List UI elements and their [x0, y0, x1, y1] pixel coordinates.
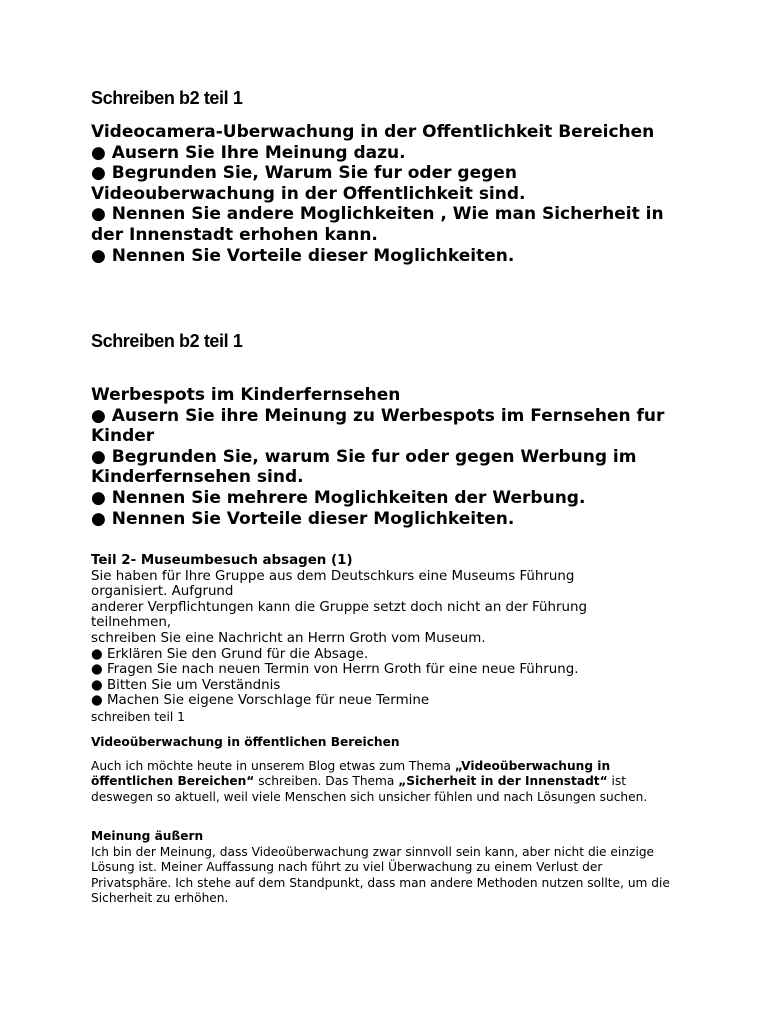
section2-heading: Schreiben b2 teil 1: [91, 331, 243, 351]
section2-bullet: ● Nennen Sie mehrere Moglichkeiten der Werbung.: [91, 487, 586, 508]
section4-body: Ich bin der Meinung, dass Videoüberwachung zwar sinnvoll sein kann, aber nicht die einzige Lösung ist. Meiner Auffassung nach führt zu viel Überwachung zu einem Verlust der Privatsphäre. Ich stehe auf dem Standpunkt, dass man andere Methoden nutzen sollte, um die Sicherheit zu erhöhen.: [91, 845, 670, 906]
section2-task: [91, 385, 691, 529]
section1-bullet: ● Nennen Sie Vorteile dieser Moglichkeiten.: [91, 245, 515, 266]
section1-bullet: ● Ausern Sie Ihre Meinung dazu.: [91, 142, 406, 163]
section2-title: Werbespots im Kinderfernsehen: [91, 385, 401, 405]
section3-line: schreiben Sie eine Nachricht an Herrn Groth vom Museum.: [91, 630, 486, 646]
section4-label: schreiben teil 1: [91, 710, 185, 724]
intro-text: schreiben. Das Thema: [254, 774, 399, 789]
section1-bullet: ● Begrunden Sie, Warum Sie fur oder gegen Videouberwachung in der Offentlichkeit sind.: [91, 163, 526, 204]
section4-subheading: Meinung äußern: [91, 829, 204, 843]
section1-task: [91, 122, 691, 266]
section2-bullet: ● Ausern Sie ihre Meinung zu Werbespots im Fernsehen fur Kinder: [91, 405, 665, 447]
section3-heading: Teil 2- Museumbesuch absagen (1): [91, 553, 353, 568]
section3-line: Sie haben für Ihre Gruppe aus dem Deutschkurs eine Museums Führung organisiert. Aufgrund: [91, 568, 575, 600]
section3-bullet: ● Fragen Sie nach neuen Termin von Herrn Groth für eine neue Führung.: [91, 662, 579, 678]
section1-title: Videocamera-Uberwachung in der Offentlichkeit Bereichen: [91, 122, 655, 142]
section3-bullet: ● Machen Sie eigene Vorschlage für neue Termine: [91, 693, 430, 709]
section1-bullet: ● Nennen Sie andere Moglichkeiten , Wie man Sicherheit in der Innenstadt erhohen kann.: [91, 204, 664, 245]
section4-title: Videoüberwachung in öffentlichen Bereichen: [91, 735, 400, 749]
section3-bullet: ● Bitten Sie um Verständnis: [91, 677, 281, 693]
section2-bullet: ● Begrunden Sie, warum Sie fur oder gegen Werbung im Kinderfernsehen sind.: [91, 446, 637, 488]
section3-task: [91, 553, 651, 709]
intro-text: Auch ich möchte heute in unserem Blog etwas zum Thema: [91, 759, 455, 773]
section3-line: anderer Verpflichtungen kann die Gruppe setzt doch nicht an der Führung teilnehmen,: [91, 599, 587, 631]
intro-text: ist deswegen so aktuell, weil viele Menschen sich unsicher fühlen und nach Lösungen suchen.: [91, 774, 648, 804]
section2-bullet: ● Nennen Sie Vorteile dieser Moglichkeiten.: [91, 508, 515, 529]
section4-intro: [91, 759, 671, 805]
section1-heading: Schreiben b2 teil 1: [91, 88, 243, 108]
intro-topic: „Videoüberwachung in öffentlichen Bereichen“: [91, 759, 611, 789]
intro-topic: „Sicherheit in der Innenstadt“: [398, 774, 608, 789]
section3-bullet: ● Erklären Sie den Grund für die Absage.: [91, 646, 369, 662]
